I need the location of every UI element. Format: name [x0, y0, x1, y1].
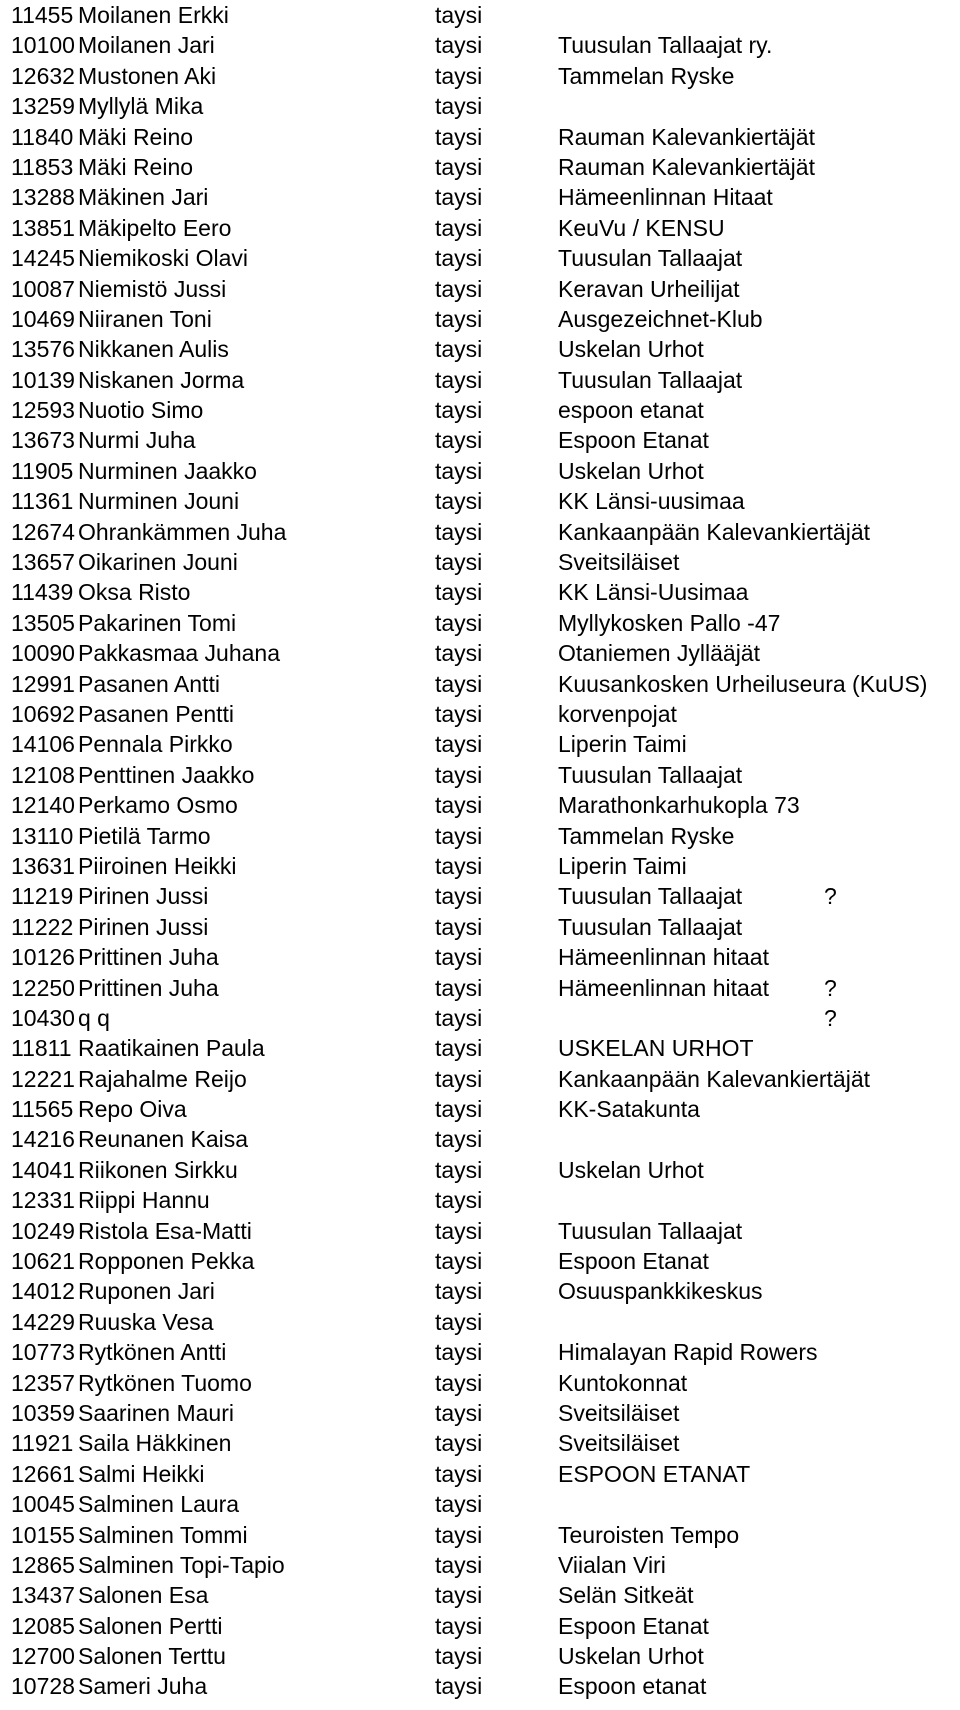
membership-type: taysi [435, 852, 483, 879]
club-name: korvenpojat [558, 700, 677, 727]
list-row [11, 1368, 960, 1398]
list-row [11, 1489, 960, 1519]
member-number: 12250 [11, 974, 75, 1001]
member-name: Ropponen Pekka [78, 1248, 255, 1275]
member-name: Repo Oiva [78, 1096, 187, 1123]
member-number: 10045 [11, 1491, 75, 1518]
club-name: Viialan Viri [558, 1551, 666, 1578]
membership-type: taysi [435, 184, 483, 211]
member-number: 10773 [11, 1339, 75, 1366]
member-number: 14216 [11, 1126, 75, 1153]
club-name: Tuusulan Tallaajat [558, 883, 743, 910]
member-name: Nuotio Simo [78, 397, 204, 424]
membership-type: taysi [435, 1460, 483, 1487]
member-name: Penttinen Jaakko [78, 761, 255, 788]
member-name: Pennala Pirkko [78, 731, 233, 758]
member-name: Salonen Esa [78, 1582, 209, 1609]
member-number: 12108 [11, 761, 75, 788]
membership-type: taysi [435, 1248, 483, 1275]
uncertain-mark: ? [824, 1004, 837, 1031]
club-name: Kuntokonnat [558, 1369, 688, 1396]
member-name: Riikonen Sirkku [78, 1156, 238, 1183]
membership-type: taysi [435, 1035, 483, 1062]
list-row [11, 30, 960, 60]
club-name: Hämeenlinnan hitaat [558, 944, 769, 971]
member-name: Sameri Juha [78, 1673, 208, 1700]
member-number: 12357 [11, 1369, 75, 1396]
membership-type: taysi [435, 305, 483, 332]
club-name: Ausgezeichnet-Klub [558, 305, 763, 332]
club-name: Tammelan Ryske [558, 62, 735, 89]
membership-type: taysi [435, 1065, 483, 1092]
member-name: Rytkönen Tuomo [78, 1369, 252, 1396]
list-row [11, 669, 960, 699]
club-name: Kankaanpään Kalevankiertäjät [558, 518, 871, 545]
membership-type: taysi [435, 153, 483, 180]
club-name: Rauman Kalevankiertäjät [558, 153, 815, 180]
club-name: Espoon etanat [558, 1673, 707, 1700]
member-name: Mäki Reino [78, 153, 194, 180]
club-name: Rauman Kalevankiertäjät [558, 123, 815, 150]
uncertain-mark: ? [824, 974, 837, 1001]
member-number: 14229 [11, 1308, 75, 1335]
member-number: 11222 [11, 913, 74, 940]
membership-type: taysi [435, 579, 483, 606]
member-name: Salminen Laura [78, 1491, 240, 1518]
member-name: Myllylä Mika [78, 93, 204, 120]
member-number: 11905 [11, 457, 74, 484]
membership-type: taysi [435, 1399, 483, 1426]
club-name: KK-Satakunta [558, 1096, 700, 1123]
membership-type: taysi [435, 670, 483, 697]
list-row [11, 91, 960, 121]
list-row [11, 577, 960, 607]
member-number: 13110 [11, 822, 74, 849]
member-name: Pietilä Tarmo [78, 822, 211, 849]
membership-type: taysi [435, 1278, 483, 1305]
member-name: Nurminen Jouni [78, 488, 240, 515]
member-name: Mustonen Aki [78, 62, 217, 89]
member-number: 11840 [11, 123, 74, 150]
member-name: Salminen Topi-Tapio [78, 1551, 285, 1578]
membership-type: taysi [435, 488, 483, 515]
list-row [11, 456, 960, 486]
list-row [11, 1550, 960, 1580]
list-row [11, 1428, 960, 1458]
club-name: Kankaanpään Kalevankiertäjät [558, 1065, 871, 1092]
member-name: Niemikoski Olavi [78, 245, 248, 272]
member-name: Niemistö Jussi [78, 275, 227, 302]
list-row [11, 942, 960, 972]
list-row [11, 425, 960, 455]
list-row [11, 1520, 960, 1550]
list-row [11, 1641, 960, 1671]
list-row [11, 122, 960, 152]
list-row [11, 973, 960, 1003]
member-name: Mäki Reino [78, 123, 194, 150]
list-row [11, 182, 960, 212]
member-number: 10090 [11, 640, 75, 667]
member-number: 13437 [11, 1582, 75, 1609]
member-number: 13631 [11, 852, 75, 879]
club-name: Sveitsiläiset [558, 549, 680, 576]
member-number: 13576 [11, 336, 75, 363]
member-name: Oikarinen Jouni [78, 549, 238, 576]
membership-type: taysi [435, 1673, 483, 1700]
club-name: Tuusulan Tallaajat ry. [558, 32, 773, 59]
membership-type: taysi [435, 427, 483, 454]
list-row [11, 304, 960, 334]
member-name: Pirinen Jussi [78, 883, 209, 910]
membership-type: taysi [435, 93, 483, 120]
club-name: Uskelan Urhot [558, 1643, 704, 1670]
member-name: Nurminen Jaakko [78, 457, 257, 484]
list-row [11, 1033, 960, 1063]
membership-type: taysi [435, 700, 483, 727]
member-number: 12661 [11, 1460, 75, 1487]
member-name: Saarinen Mauri [78, 1399, 234, 1426]
member-number: 12140 [11, 792, 75, 819]
member-name: Ristola Esa-Matti [78, 1217, 252, 1244]
member-name: Ruponen Jari [78, 1278, 215, 1305]
club-name: Tuusulan Tallaajat [558, 366, 743, 393]
list-row [11, 1398, 960, 1428]
club-name: Tuusulan Tallaajat [558, 245, 743, 272]
member-number: 14041 [11, 1156, 75, 1183]
club-name: Espoon Etanat [558, 427, 709, 454]
membership-type: taysi [435, 1156, 483, 1183]
member-name: Prittinen Juha [78, 974, 219, 1001]
club-name: Tuusulan Tallaajat [558, 761, 743, 788]
uncertain-mark: ? [824, 883, 837, 910]
list-row [11, 395, 960, 425]
club-name: KK Länsi-Uusimaa [558, 579, 749, 606]
membership-type: taysi [435, 731, 483, 758]
list-row [11, 486, 960, 516]
member-name: Pirinen Jussi [78, 913, 209, 940]
list-row [11, 760, 960, 790]
club-name: Uskelan Urhot [558, 457, 704, 484]
club-name: Uskelan Urhot [558, 1156, 704, 1183]
list-row [11, 243, 960, 273]
club-name: Myllykosken Pallo -47 [558, 609, 781, 636]
member-number: 13505 [11, 609, 75, 636]
member-name: Salminen Tommi [78, 1521, 248, 1548]
member-number: 12674 [11, 518, 75, 545]
member-number: 13673 [11, 427, 75, 454]
member-name: Salmi Heikki [78, 1460, 205, 1487]
member-name: Ohrankämmen Juha [78, 518, 287, 545]
member-name: Nurmi Juha [78, 427, 196, 454]
member-name: Pasanen Pentti [78, 700, 235, 727]
member-number: 10100 [11, 32, 75, 59]
member-number: 13851 [11, 214, 75, 241]
member-number: 11439 [11, 579, 74, 606]
member-name: Piiroinen Heikki [78, 852, 237, 879]
member-number: 14106 [11, 731, 75, 758]
member-number: 10430 [11, 1004, 75, 1031]
member-number: 10728 [11, 1673, 75, 1700]
club-name: Hämeenlinnan Hitaat [558, 184, 773, 211]
member-name: Reunanen Kaisa [78, 1126, 249, 1153]
list-row [11, 1003, 960, 1033]
list-row [11, 1611, 960, 1641]
membership-type: taysi [435, 457, 483, 484]
list-row [11, 152, 960, 182]
membership-type: taysi [435, 1308, 483, 1335]
member-number: 12865 [11, 1551, 75, 1578]
member-number: 10692 [11, 700, 75, 727]
membership-type: taysi [435, 336, 483, 363]
membership-type: taysi [435, 1369, 483, 1396]
club-name: Kuusankosken Urheiluseura (KuUS) [558, 670, 928, 697]
list-row [11, 1337, 960, 1367]
club-name: Himalayan Rapid Rowers [558, 1339, 818, 1366]
membership-type: taysi [435, 1339, 483, 1366]
membership-type: taysi [435, 2, 483, 28]
member-number: 10621 [11, 1248, 75, 1275]
member-name: Niiranen Toni [78, 305, 212, 332]
list-row [11, 638, 960, 668]
membership-type: taysi [435, 944, 483, 971]
membership-type: taysi [435, 1004, 483, 1031]
member-number: 10126 [11, 944, 75, 971]
member-name: Pasanen Antti [78, 670, 220, 697]
list-row [11, 699, 960, 729]
member-list [11, 0, 960, 1702]
member-name: Oksa Risto [78, 579, 191, 606]
member-name: Pakkasmaa Juhana [78, 640, 281, 667]
list-row [11, 1459, 960, 1489]
list-row [11, 0, 960, 30]
membership-type: taysi [435, 518, 483, 545]
club-name: Sveitsiläiset [558, 1430, 680, 1457]
membership-type: taysi [435, 1491, 483, 1518]
member-number: 14012 [11, 1278, 75, 1305]
membership-type: taysi [435, 792, 483, 819]
member-number: 10249 [11, 1217, 75, 1244]
member-number: 12991 [11, 670, 75, 697]
list-row [11, 821, 960, 851]
member-name: q q [78, 1004, 110, 1031]
membership-type: taysi [435, 822, 483, 849]
club-name: Marathonkarhukopla 73 [558, 792, 800, 819]
membership-type: taysi [435, 1612, 483, 1639]
club-name: Liperin Taimi [558, 731, 687, 758]
member-number: 13288 [11, 184, 75, 211]
club-name: Sveitsiläiset [558, 1399, 680, 1426]
club-name: espoon etanat [558, 397, 704, 424]
member-name: Pakarinen Tomi [78, 609, 237, 636]
member-name: Ruuska Vesa [78, 1308, 214, 1335]
member-number: 11361 [11, 488, 74, 515]
member-number: 14245 [11, 245, 75, 272]
membership-type: taysi [435, 974, 483, 1001]
member-name: Niskanen Jorma [78, 366, 245, 393]
membership-type: taysi [435, 32, 483, 59]
list-row [11, 1580, 960, 1610]
member-number: 10359 [11, 1399, 75, 1426]
member-number: 12593 [11, 397, 75, 424]
member-number: 11921 [11, 1430, 74, 1457]
member-number: 11811 [11, 1035, 72, 1062]
list-row [11, 1246, 960, 1276]
membership-type: taysi [435, 913, 483, 940]
member-number: 10155 [11, 1521, 75, 1548]
list-row [11, 274, 960, 304]
list-row [11, 1185, 960, 1215]
club-name: ESPOON ETANAT [558, 1460, 751, 1487]
club-name: Espoon Etanat [558, 1248, 709, 1275]
member-name: Riippi Hannu [78, 1187, 210, 1214]
member-number: 12700 [11, 1643, 75, 1670]
member-name: Raatikainen Paula [78, 1035, 265, 1062]
membership-type: taysi [435, 1217, 483, 1244]
member-number: 10087 [11, 275, 75, 302]
list-row [11, 213, 960, 243]
club-name: Liperin Taimi [558, 852, 687, 879]
member-name: Prittinen Juha [78, 944, 219, 971]
membership-type: taysi [435, 1187, 483, 1214]
list-row [11, 1216, 960, 1246]
membership-type: taysi [435, 1551, 483, 1578]
member-number: 13657 [11, 549, 75, 576]
member-number: 10139 [11, 366, 75, 393]
club-name: Tammelan Ryske [558, 822, 735, 849]
membership-type: taysi [435, 123, 483, 150]
list-row [11, 1094, 960, 1124]
list-row [11, 334, 960, 364]
member-number: 13259 [11, 93, 75, 120]
membership-type: taysi [435, 609, 483, 636]
club-name: Teuroisten Tempo [558, 1521, 740, 1548]
membership-type: taysi [435, 761, 483, 788]
list-row [11, 1307, 960, 1337]
member-number: 11565 [11, 1096, 74, 1123]
member-name: Salonen Terttu [78, 1643, 226, 1670]
membership-type: taysi [435, 275, 483, 302]
membership-type: taysi [435, 214, 483, 241]
member-name: Rajahalme Reijo [78, 1065, 247, 1092]
list-row [11, 1671, 960, 1701]
member-name: Saila Häkkinen [78, 1430, 232, 1457]
member-number: 11219 [11, 883, 74, 910]
club-name: USKELAN URHOT [558, 1035, 754, 1062]
member-number: 12331 [11, 1187, 75, 1214]
member-name: Perkamo Osmo [78, 792, 238, 819]
member-name: Moilanen Jari [78, 32, 215, 59]
list-row [11, 1276, 960, 1306]
member-number: 12221 [11, 1065, 75, 1092]
membership-type: taysi [435, 397, 483, 424]
member-name: Nikkanen Aulis [78, 336, 229, 363]
membership-type: taysi [435, 549, 483, 576]
club-name: Tuusulan Tallaajat [558, 1217, 743, 1244]
club-name: Uskelan Urhot [558, 336, 704, 363]
list-row [11, 365, 960, 395]
list-row [11, 881, 960, 911]
list-row [11, 1064, 960, 1094]
member-name: Moilanen Erkki [78, 2, 229, 28]
member-number: 12085 [11, 1612, 75, 1639]
club-name: Otaniemen Jyllääjät [558, 640, 760, 667]
list-row [11, 61, 960, 91]
member-number: 11455 [11, 2, 74, 28]
membership-type: taysi [435, 1582, 483, 1609]
member-name: Mäkipelto Eero [78, 214, 232, 241]
member-name: Salonen Pertti [78, 1612, 223, 1639]
membership-type: taysi [435, 245, 483, 272]
membership-type: taysi [435, 883, 483, 910]
club-name: Espoon Etanat [558, 1612, 709, 1639]
list-row [11, 729, 960, 759]
member-number: 10469 [11, 305, 75, 332]
membership-type: taysi [435, 1126, 483, 1153]
membership-type: taysi [435, 1643, 483, 1670]
club-name: Keravan Urheilijat [558, 275, 740, 302]
list-row [11, 912, 960, 942]
list-row [11, 517, 960, 547]
member-name: Mäkinen Jari [78, 184, 209, 211]
list-row [11, 547, 960, 577]
membership-type: taysi [435, 1430, 483, 1457]
list-row [11, 608, 960, 638]
list-row [11, 1124, 960, 1154]
club-name: KeuVu / KENSU [558, 214, 725, 241]
club-name: KK Länsi-uusimaa [558, 488, 745, 515]
membership-type: taysi [435, 62, 483, 89]
list-row [11, 851, 960, 881]
membership-type: taysi [435, 1521, 483, 1548]
club-name: Selän Sitkeät [558, 1582, 694, 1609]
member-name: Rytkönen Antti [78, 1339, 227, 1366]
membership-type: taysi [435, 640, 483, 667]
list-row [11, 1155, 960, 1185]
member-number: 12632 [11, 62, 75, 89]
club-name: Hämeenlinnan hitaat [558, 974, 769, 1001]
club-name: Tuusulan Tallaajat [558, 913, 743, 940]
membership-type: taysi [435, 1096, 483, 1123]
member-number: 11853 [11, 153, 74, 180]
list-row [11, 790, 960, 820]
membership-type: taysi [435, 366, 483, 393]
club-name: Osuuspankkikeskus [558, 1278, 763, 1305]
